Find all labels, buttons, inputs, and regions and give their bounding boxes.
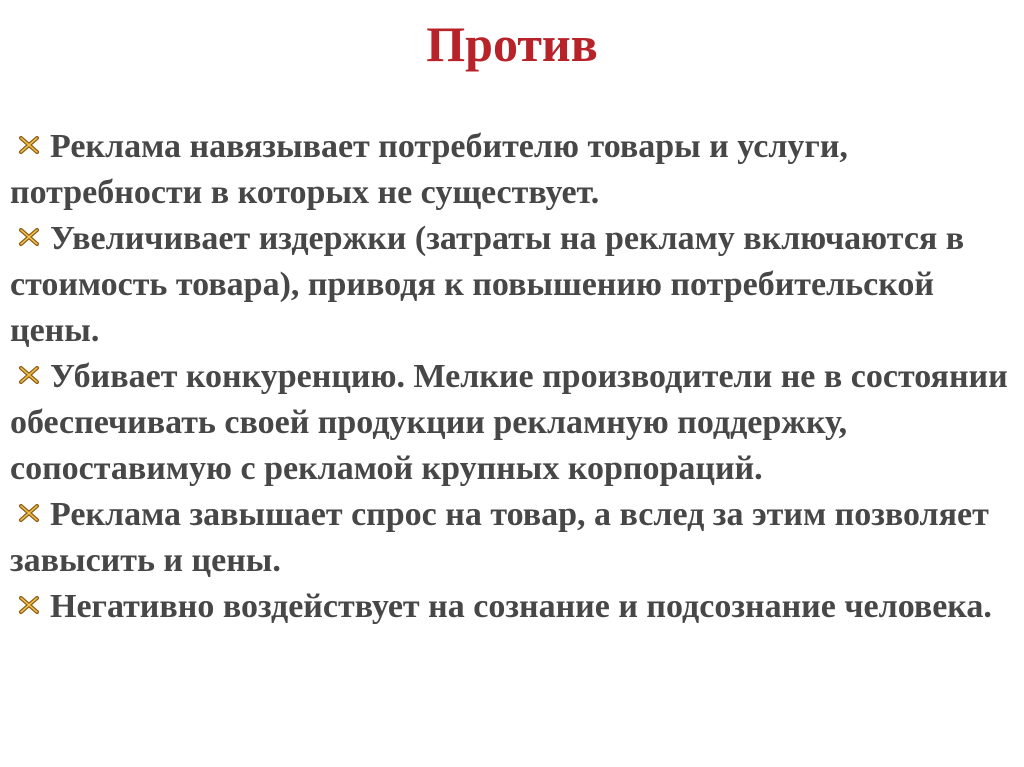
slide-title: Против bbox=[426, 16, 598, 72]
cross-mark-icon bbox=[18, 364, 40, 386]
list-item bbox=[10, 216, 1014, 354]
list-item bbox=[10, 584, 1014, 630]
list-item bbox=[10, 124, 1014, 216]
bullet-text: Реклама навязывает потребителю товары и услуги, потребности в которых не существует. bbox=[10, 128, 848, 211]
cross-mark-icon bbox=[18, 226, 40, 248]
bullet-text: Увеличивает издержки (затраты на рекламу включаются в стоимость товара), приводя к повышению потребительской цены. bbox=[10, 220, 965, 349]
bullet-list bbox=[10, 124, 1014, 630]
cross-mark-icon bbox=[18, 134, 40, 156]
list-item bbox=[10, 354, 1014, 492]
cross-mark-icon bbox=[18, 502, 40, 524]
bullet-text: Реклама завышает спрос на товар, а вслед за этим позволяет завысить и цены. bbox=[10, 496, 989, 579]
cross-mark-icon bbox=[18, 594, 40, 616]
list-item bbox=[10, 492, 1014, 584]
bullet-text: Негативно воздействует на сознание и подсознание человека. bbox=[50, 588, 992, 625]
bullet-text: Убивает конкуренцию. Мелкие производители не в состоянии обеспечивать своей продукции рекламную поддержку, сопоставимую с рекламой крупных корпораций. bbox=[10, 358, 1008, 487]
